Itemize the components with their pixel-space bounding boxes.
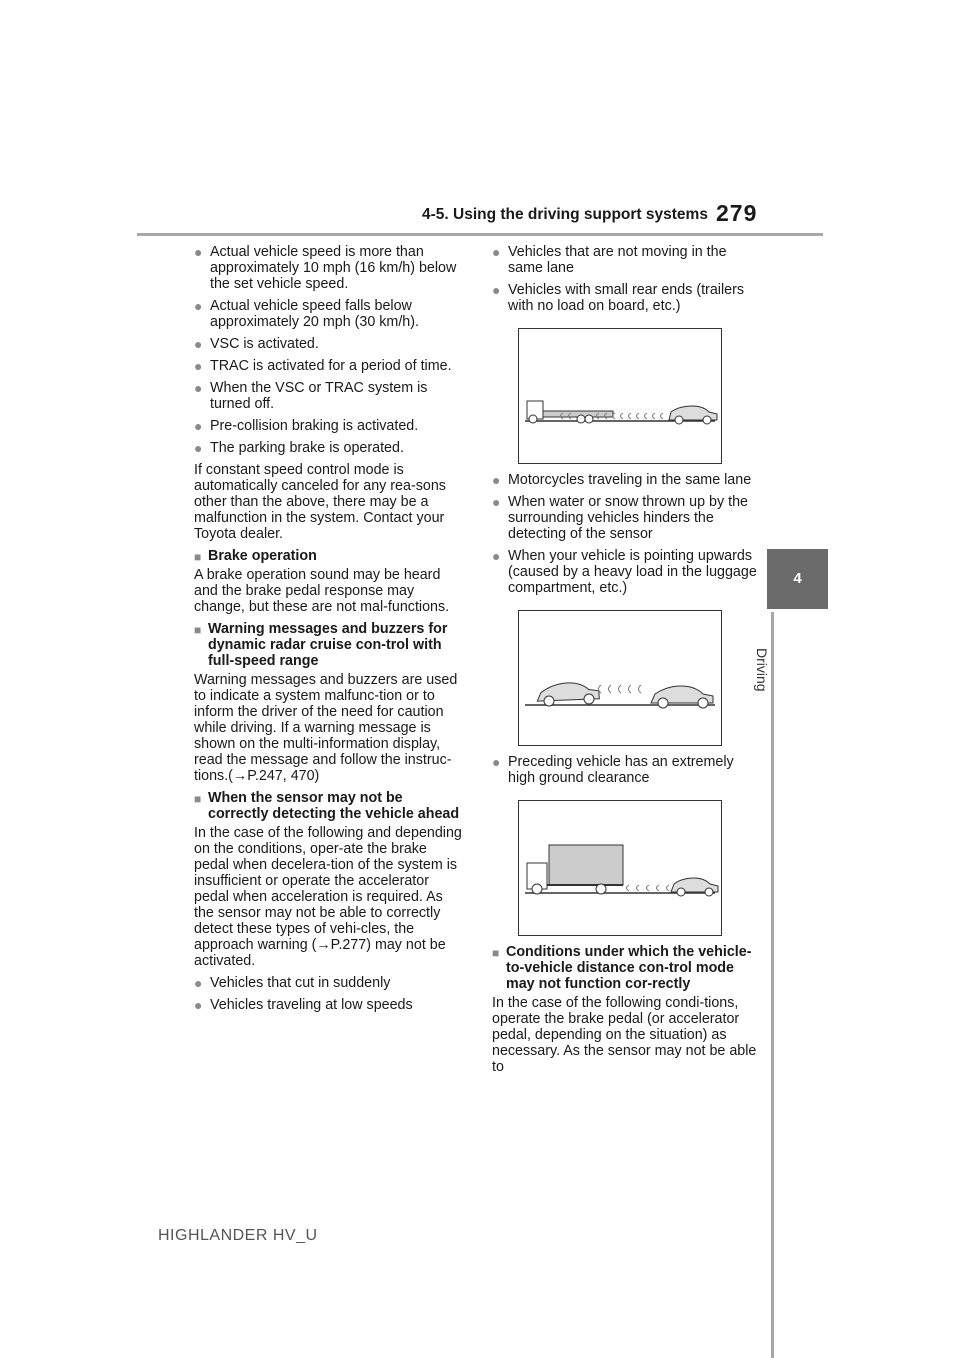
subheading: ■ Brake operation xyxy=(194,548,317,564)
list-item: ● When your vehicle is pointing upwards (caused by a heavy load in the luggage compartment, etc.) xyxy=(492,548,757,596)
square-bullet-icon: ■ xyxy=(194,623,202,637)
bullet-icon: ● xyxy=(194,336,203,352)
list-item: ● Actual vehicle speed is more than approximately 10 mph (16 km/h) below the set vehicle speed. xyxy=(194,244,457,292)
section-title: 4-5. Using the driving support systems xyxy=(422,206,708,223)
square-bullet-icon: ■ xyxy=(492,946,500,960)
bullet-icon: ● xyxy=(194,244,203,260)
paragraph: A brake operation sound may be heard and the brake pedal response may change, but these are not mal-functions. xyxy=(194,567,450,615)
subheading: ■ Conditions under which the vehicle-to-vehicle distance con-trol mode may not function cor-rectly xyxy=(492,944,752,992)
square-bullet-icon: ■ xyxy=(194,792,202,806)
left-column xyxy=(194,244,464,1019)
list-item: ● When water or snow thrown up by the surrounding vehicles hinders the detecting of the sensor xyxy=(492,494,748,542)
bullet-icon: ● xyxy=(194,975,203,991)
trailer-illustration xyxy=(518,328,722,464)
list-item: ● Vehicles that cut in suddenly xyxy=(194,975,391,991)
bullet-icon: ● xyxy=(492,548,501,564)
list-item: ● When the VSC or TRAC system is turned off. xyxy=(194,380,428,412)
list-item: ● Vehicles with small rear ends (trailers with no load on board, etc.) xyxy=(492,282,744,314)
right-column xyxy=(492,244,757,1081)
high-clearance-sensor-diagram xyxy=(519,801,721,935)
list-item: ● Preceding vehicle has an extremely high ground clearance xyxy=(492,754,734,786)
bullet-icon: ● xyxy=(492,282,501,298)
pointing-up-sensor-diagram xyxy=(519,611,721,745)
chapter-tab: 4 xyxy=(767,549,828,609)
paragraph: If constant speed control mode is automatically canceled for any rea-sons other than the above, there may be a malfunction in the system. Contact your Toyota dealer. xyxy=(194,462,446,542)
subheading: ■ Warning messages and buzzers for dynamic radar cruise con-trol with full-speed range xyxy=(194,621,448,669)
footer-model: HIGHLANDER HV_U xyxy=(158,1227,318,1244)
trailer-sensor-diagram xyxy=(519,329,721,463)
bullet-icon: ● xyxy=(194,358,203,374)
subheading: ■ When the sensor may not be correctly detecting the vehicle ahead xyxy=(194,790,460,822)
chapter-label: Driving xyxy=(754,648,770,692)
list-item: ● Vehicles traveling at low speeds xyxy=(194,997,413,1013)
high-clearance-illustration xyxy=(518,800,722,936)
paragraph: In the case of the following condi-tions, operate the brake pedal (or accelerator pedal, depending on the situation) as necessary. As the sensor may not be able to xyxy=(492,995,757,1075)
pointing-up-illustration xyxy=(518,610,722,746)
header-rule xyxy=(137,233,823,236)
bullet-icon: ● xyxy=(492,472,501,488)
paragraph: Warning messages and buzzers are used to indicate a system malfunc-tion or to inform the driver of the need for caution while driving. If a warning message is shown on the multi-information display, read the message and follow the instruc-tions.(→P.247, 470) xyxy=(194,672,458,784)
list-item: ● The parking brake is operated. xyxy=(194,440,404,456)
bullet-icon: ● xyxy=(492,754,501,770)
bullet-icon: ● xyxy=(194,418,203,434)
list-item: ● Vehicles that are not moving in the same lane xyxy=(492,244,727,276)
bullet-icon: ● xyxy=(492,244,501,260)
bullet-icon: ● xyxy=(194,298,203,314)
square-bullet-icon: ■ xyxy=(194,550,202,564)
bullet-icon: ● xyxy=(194,380,203,396)
page-number: 279 xyxy=(716,200,758,226)
bullet-icon: ● xyxy=(194,440,203,456)
list-item: ● Actual vehicle speed falls below approximately 20 mph (30 km/h). xyxy=(194,298,419,330)
list-item: ● Pre-collision braking is activated. xyxy=(194,418,419,434)
paragraph: In the case of the following and depending on the conditions, oper-ate the brake pedal when decelera-tion of the system is insufficient or operate the accelerator pedal when acceleration is required. As the sensor may not be able to correctly detect these types of vehi-cles, the approach warning (→P.277) may not be activated. xyxy=(194,825,462,969)
side-rule xyxy=(771,612,774,1358)
bullet-icon: ● xyxy=(194,997,203,1013)
list-item: ● VSC is activated. xyxy=(194,336,319,352)
list-item: ● TRAC is activated for a period of time. xyxy=(194,358,452,374)
list-item: ● Motorcycles traveling in the same lane xyxy=(492,472,752,488)
bullet-icon: ● xyxy=(492,494,501,510)
